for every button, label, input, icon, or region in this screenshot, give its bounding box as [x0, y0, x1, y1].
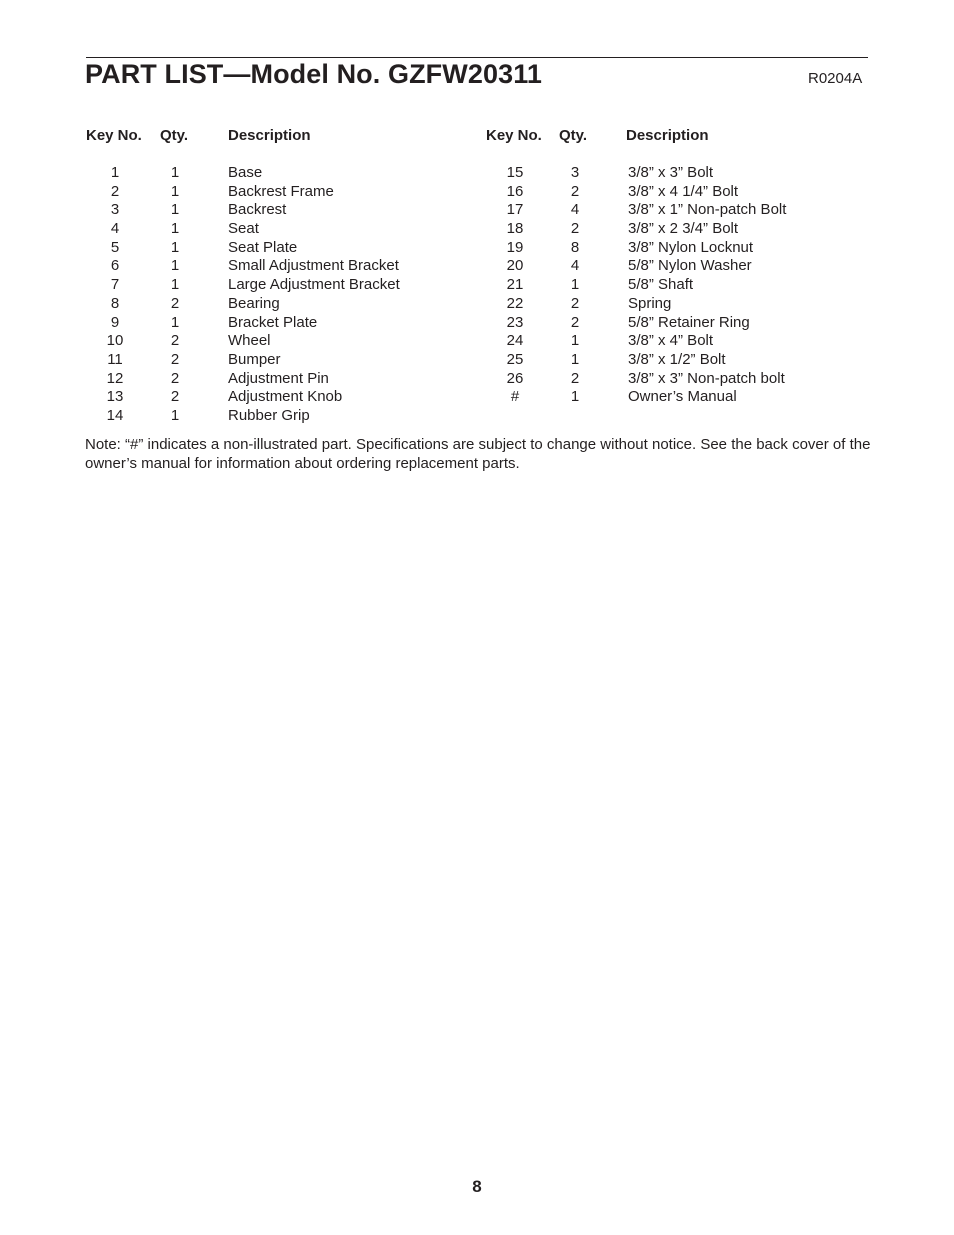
key-number: # [510, 388, 520, 406]
page-number: 8 [472, 1177, 482, 1196]
key-number: 22 [506, 294, 524, 312]
key-number: 12 [106, 369, 124, 387]
part-description: Base [228, 164, 263, 181]
quantity: 1 [170, 257, 180, 275]
part-description: 5/8” Retainer Ring [628, 313, 750, 331]
part-row [0, 201, 787, 220]
key-number: 1 [110, 164, 120, 181]
part-description: Spring [628, 294, 672, 312]
quantity: 4 [570, 201, 580, 219]
part-description: 3/8” Nylon Locknut [628, 238, 754, 256]
key-number: 13 [106, 388, 124, 406]
title-rule [86, 57, 868, 58]
part-row [0, 369, 785, 389]
part-description: 3/8” x 4” Bolt [628, 332, 714, 350]
part-description: 3/8” x 1/2” Bolt [628, 350, 726, 368]
part-row [0, 257, 752, 276]
part-description: 3/8” x 1” Non-patch Bolt [628, 201, 787, 219]
quantity: 2 [170, 369, 180, 387]
part-description: Owner’s Manual [628, 388, 737, 406]
left-description-header: Description [228, 127, 311, 144]
page-title: PART LIST—Model No. GZFW20311 [85, 59, 542, 89]
key-number: 8 [110, 294, 120, 312]
quantity: 2 [170, 294, 180, 312]
quantity: 2 [570, 220, 580, 238]
part-description: 5/8” Nylon Washer [628, 257, 752, 275]
key-number: 6 [110, 257, 120, 275]
quantity: 2 [170, 350, 180, 368]
quantity: 1 [170, 220, 180, 238]
part-row [0, 313, 750, 333]
part-row [0, 332, 714, 351]
quantity: 1 [170, 164, 180, 181]
quantity: 2 [570, 369, 580, 387]
part-description: Small Adjustment Bracket [228, 257, 399, 275]
left-qty-header: Qty. [160, 127, 189, 144]
quantity: 3 [570, 164, 580, 181]
quantity: 2 [570, 182, 580, 200]
right-key-no-header: Key No. [486, 127, 542, 144]
quantity: 1 [170, 406, 180, 424]
right-parts-list [0, 164, 787, 407]
key-number: 18 [506, 220, 524, 238]
part-row [0, 220, 739, 239]
left-key-no-header: Key No. [86, 127, 142, 144]
key-number: 4 [110, 220, 120, 238]
document-code: R0204A [808, 70, 863, 87]
key-number: 11 [107, 350, 123, 368]
part-description: Large Adjustment Bracket [228, 276, 400, 294]
key-number: 5 [110, 238, 120, 256]
key-number: 24 [506, 332, 524, 350]
quantity: 1 [170, 182, 180, 200]
key-number: 23 [506, 313, 524, 331]
quantity: 1 [570, 388, 580, 406]
part-row [0, 164, 714, 183]
part-description: Wheel [228, 332, 271, 350]
key-number: 20 [506, 257, 524, 275]
key-number: 17 [506, 201, 524, 219]
footnote: Note: “#” indicates a non-illustrated part. Specifications are subject to change without notice. See the back cover of the owner’s manual for information about ordering replacement parts. [85, 436, 871, 472]
quantity: 8 [570, 238, 580, 256]
quantity: 1 [570, 332, 580, 350]
part-description: Seat [228, 220, 259, 238]
part-description: Adjustment Knob [228, 388, 343, 406]
quantity: 1 [170, 313, 180, 331]
part-row [0, 294, 672, 314]
key-number: 3 [110, 201, 120, 219]
quantity: 4 [570, 257, 580, 275]
part-description: 3/8” x 3” Bolt [628, 164, 714, 181]
right-qty-header: Qty. [559, 127, 588, 144]
part-description: Bumper [228, 350, 281, 368]
key-number: 21 [506, 276, 524, 294]
key-number: 15 [506, 164, 524, 181]
part-description: Backrest [228, 201, 287, 219]
part-description: Rubber Grip [228, 406, 310, 424]
key-number: 14 [106, 406, 124, 424]
quantity: 1 [570, 276, 580, 294]
part-description: Adjustment Pin [228, 369, 329, 387]
part-description: 5/8” Shaft [628, 276, 694, 294]
part-description: Backrest Frame [228, 182, 334, 200]
quantity: 1 [170, 276, 180, 294]
quantity: 1 [170, 238, 180, 256]
key-number: 16 [506, 182, 524, 200]
quantity: 2 [170, 332, 180, 350]
quantity: 1 [170, 201, 180, 219]
quantity: 2 [570, 294, 580, 312]
key-number: 7 [110, 276, 120, 294]
key-number: 25 [506, 350, 524, 368]
key-number: 26 [506, 369, 524, 387]
part-description: Bearing [228, 294, 280, 312]
key-number: 10 [106, 332, 124, 350]
part-description: 3/8” x 3” Non-patch bolt [628, 369, 785, 387]
part-description: 3/8” x 2 3/4” Bolt [628, 220, 739, 238]
right-description-header: Description [626, 127, 709, 144]
key-number: 19 [506, 238, 524, 256]
quantity: 2 [570, 313, 580, 331]
key-number: 9 [110, 313, 120, 331]
part-row [0, 407, 420, 426]
part-row [0, 388, 737, 407]
key-number: 2 [110, 182, 120, 200]
part-row [0, 276, 694, 295]
quantity: 2 [170, 388, 180, 406]
part-row [0, 182, 739, 202]
part-description: Seat Plate [228, 238, 298, 256]
part-row [0, 350, 726, 370]
part-description: Bracket Plate [228, 313, 318, 331]
part-description: 3/8” x 4 1/4” Bolt [628, 182, 739, 200]
quantity: 1 [570, 350, 580, 368]
part-row [0, 238, 754, 258]
